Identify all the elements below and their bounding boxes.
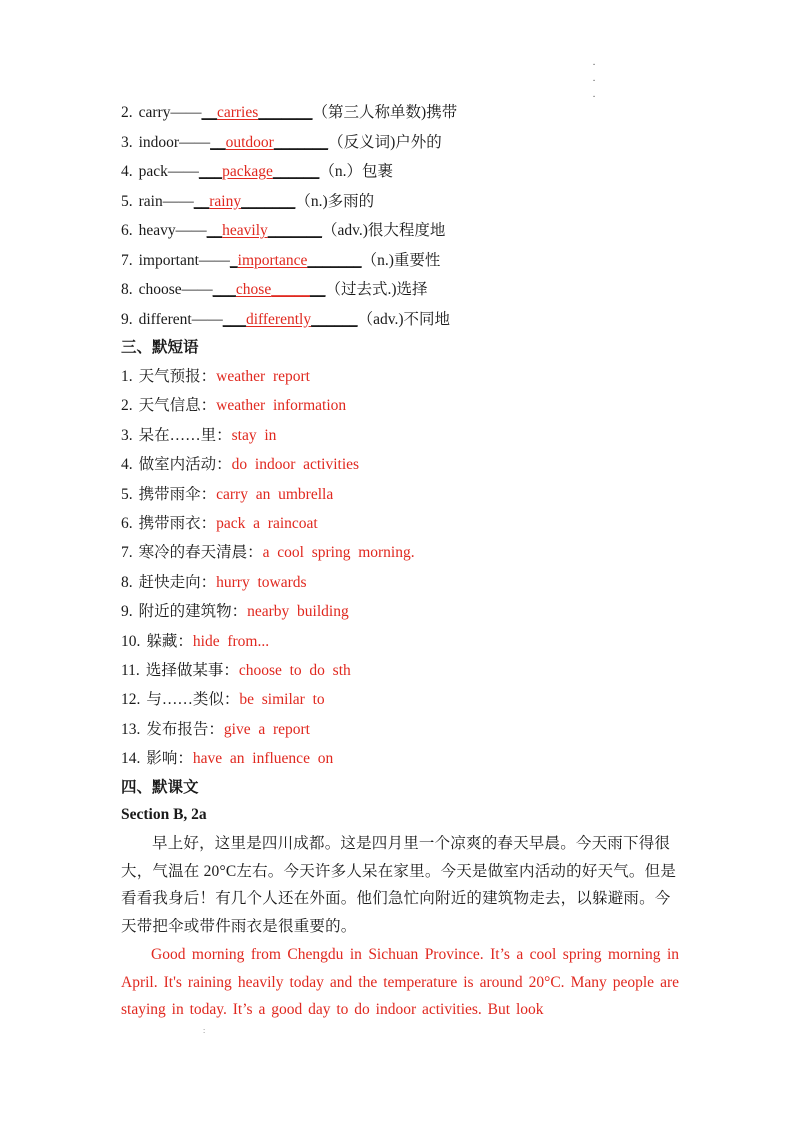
vocab-answer: chose [235,281,272,298]
phrase-number: 6. [121,515,133,532]
phrase-item [121,426,276,446]
vocab-note: （过去式.)选择 [325,281,428,298]
phrase-chinese: 天气预报： [138,368,217,385]
phrase-item [121,602,349,622]
vocab-word: choose—— [138,281,213,298]
vocab-blank-post: _______ [241,192,296,210]
vocab-note: （n.)重要性 [361,251,441,269]
phrase-english: weather information [216,397,347,415]
vocab-note: （adv.)很大程度地 [322,222,446,239]
phrase-number: 10. [121,632,141,650]
vocab-blank-pre: ___ [212,281,236,298]
vocab-blank-post: _______ [258,104,313,121]
vocab-answer: package [222,163,273,180]
phrase-chinese: 附近的建筑物： [138,603,248,621]
corner-dots: · · · [592,60,596,103]
phrase-chinese: 发布报告： [146,720,224,738]
phrase-english: choose to do sth [238,662,351,679]
phrase-english: nearby building [247,603,349,621]
vocab-word: rain—— [138,192,194,210]
phrase-number: 14. [121,750,141,768]
vocab-answer: differently [245,310,312,328]
phrase-item [121,514,318,534]
phrase-english: do indoor activities [231,456,360,474]
vocab-item [121,103,457,123]
vocab-number: 4. [121,163,133,180]
vocab-item [121,280,428,300]
vocab-blank-post: _______ [273,133,329,151]
vocab-word: indoor—— [138,133,211,151]
phrase-chinese: 携带雨伞： [138,485,217,503]
phrase-item [121,690,325,710]
vocab-number: 2. [121,104,133,121]
vocab-number: 5. [121,192,133,210]
phrase-item [121,485,333,505]
phrase-item [121,632,269,652]
vocab-item [121,133,442,153]
phrase-number: 5. [121,485,133,503]
vocab-blank-pre: __ [193,192,210,210]
vocab-blank-post: _____ [271,281,310,298]
phrase-chinese: 做室内活动： [138,456,232,474]
english-passage: Good morning from Chengdu in Sichuan Province. It’s a cool spring morning in April. It's raining heavily today and the temperature is around 20°C. Many people are staying in today. It’s a good day to do indoor activities. But look [121,946,679,1018]
section-3-heading: 三、默短语 [121,339,199,356]
phrase-number: 9. [121,603,133,621]
phrase-chinese: 与……类似： [146,691,240,709]
phrase-number: 4. [121,456,133,474]
phrase-number: 11. [121,662,140,679]
vocab-blank-post: _______ [307,251,362,269]
phrase-chinese: 携带雨衣： [138,515,217,532]
vocab-blank-post: ______ [311,310,358,328]
phrase-chinese: 选择做某事： [145,662,239,679]
chinese-passage: 早上好，这里是四川成都。这是四月里一个凉爽的春天早晨。今天雨下得很大，气温在 20°C左右。今天许多人呆在家里。今天是做室内活动的好天气。但是看看我身后！有几个人还在外面。他们急忙向附近的建筑物走去，以躲避雨。今天带把伞或带件雨衣是很重要的。 [121,835,677,935]
phrase-english: have an influence on [192,750,334,768]
phrase-chinese: 呆在……里： [138,426,232,444]
vocab-answer: rainy [209,192,242,210]
vocab-item [121,251,440,271]
vocab-blank-pre: ___ [198,163,223,180]
vocab-note: （adv.)不同地 [357,310,451,328]
vocab-blank-pre: __ [201,104,217,121]
phrase-english: a cool spring morning. [262,544,415,562]
phrase-english: hide from... [192,632,270,650]
phrase-item [121,455,359,475]
vocab-note: （n.）包裹 [319,163,394,180]
vocab-note: （n.)多雨的 [295,192,375,210]
vocab-word: important—— [138,251,230,269]
section-4-heading: 四、默课文 [121,779,199,796]
vocab-blank-pre: __ [206,222,223,239]
phrase-item [121,573,307,593]
vocab-blank-post-extra: __ [309,281,326,298]
vocab-blank-pre: __ [210,133,226,151]
vocab-number: 8. [121,281,133,298]
vocab-blank-pre: ___ [222,310,246,328]
phrase-number: 3. [121,426,133,444]
phrase-item [121,367,310,387]
phrase-item [121,396,346,416]
vocab-word: different—— [138,310,223,328]
page-mark: : [203,1026,206,1035]
vocab-number: 9. [121,310,133,328]
vocab-note: （第三人称单数)携带 [312,104,458,121]
phrase-english: carry an umbrella [216,485,334,503]
phrase-english: pack a raincoat [216,515,318,532]
phrase-english: stay in [231,426,277,444]
phrase-number: 8. [121,573,133,591]
vocab-number: 7. [121,251,133,269]
phrase-chinese: 天气信息： [138,397,217,415]
phrase-english: be similar to [239,691,325,709]
phrase-item [121,543,415,563]
phrase-english: weather report [216,368,310,385]
vocab-answer: outdoor [225,133,274,151]
vocab-word: heavy—— [138,222,207,239]
vocab-item [121,162,393,182]
phrase-item [121,749,333,769]
vocab-note: （反义词)户外的 [328,133,442,151]
phrase-number: 13. [121,720,141,738]
phrase-item [121,720,310,740]
phrase-number: 1. [121,368,133,385]
phrase-chinese: 躲藏： [146,632,193,650]
vocab-answer: carries [216,104,259,121]
vocab-number: 3. [121,133,133,151]
phrase-english: give a report [223,720,310,738]
phrase-number: 12. [121,691,141,709]
section-label: Section B, 2a [121,806,207,823]
phrase-english: hurry towards [216,573,307,591]
vocab-number: 6. [121,222,133,239]
phrase-number: 7. [121,544,133,562]
vocab-answer: heavily [222,222,268,239]
vocab-answer: importance [237,251,308,269]
vocab-blank-pre: _ [229,251,238,269]
phrase-chinese: 赶快走向： [138,573,217,591]
vocab-word: carry—— [138,104,202,121]
vocab-item [121,192,374,212]
vocab-blank-post: ______ [272,163,320,180]
vocab-word: pack—— [138,163,199,180]
phrase-chinese: 寒冷的春天清晨： [138,544,263,562]
vocab-blank-post: _______ [267,222,323,239]
vocab-item [121,310,450,330]
phrase-item [121,661,351,681]
vocab-item [121,221,445,241]
phrase-chinese: 影响： [146,750,193,768]
phrase-number: 2. [121,397,133,415]
